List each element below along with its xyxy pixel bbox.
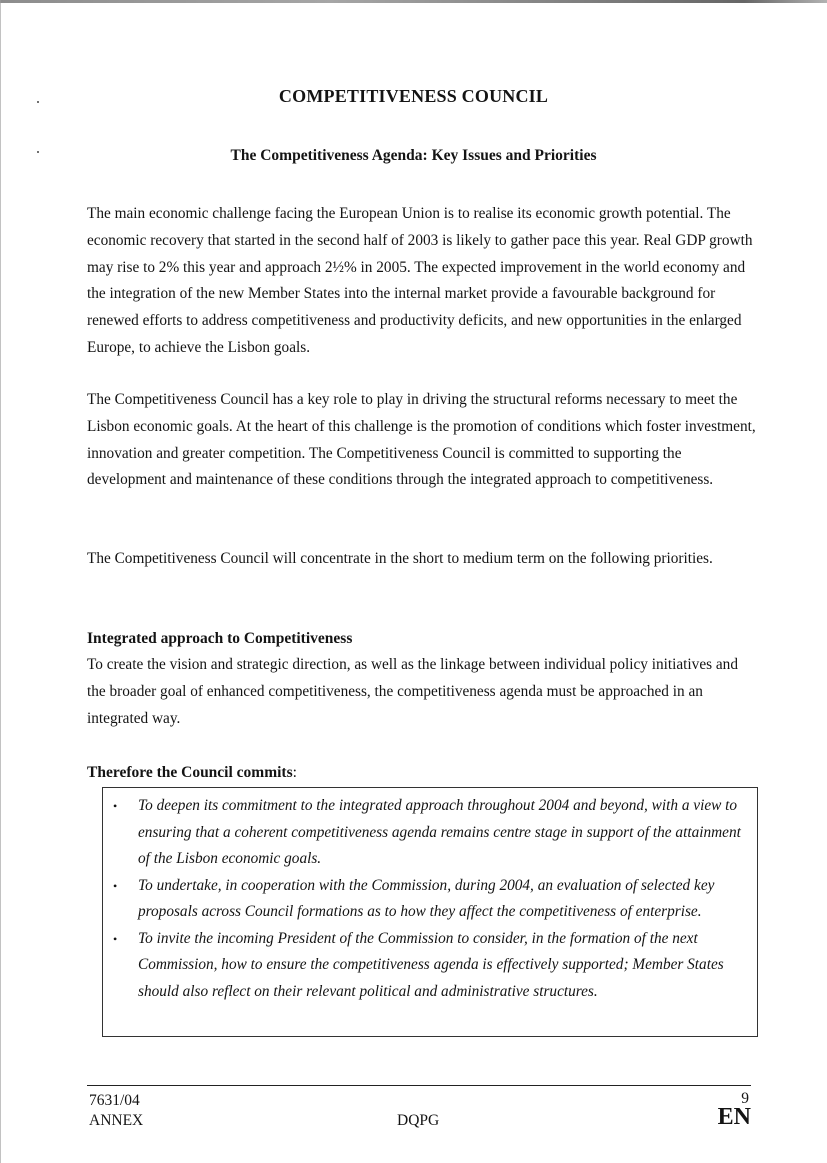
footer-dept: DQPG — [397, 1112, 440, 1129]
commitment-item — [103, 926, 757, 1006]
bullet-icon: • — [113, 799, 118, 813]
scan-top-edge — [0, 0, 827, 3]
bullet-icon: • — [113, 931, 118, 946]
commitment-text: To deepen its commitment to the integrated approach throughout 2004 and beyond, with a view to ensuring that a coherent competitiveness agenda remains centre stage in support of the attainment of the Lisbon economic goals. — [138, 797, 741, 867]
commitment-item — [103, 873, 757, 926]
bullet-icon: • — [113, 878, 118, 893]
footer-language-code: EN — [717, 1104, 751, 1130]
commitments-box — [102, 787, 758, 1037]
commitments-heading — [87, 764, 297, 782]
paragraph-council-role: The Competitiveness Council has a key role to play in driving the structural reforms necessary to meet the Lisbon economic goals. At the heart of this challenge is the promotion of conditions which foster investment, innovation and greater competition. The Competitiveness Council is committed to supporting the development and maintenance of these conditions through the integrated approach to competitiveness. — [87, 391, 756, 489]
commitment-text: To invite the incoming President of the Commission to consider, in the formation of the next Commission, how to ensure the competitiveness agenda is effectively supported; Member States should also reflect on their relevant political and administrative structures. — [138, 929, 724, 1000]
scan-left-edge — [0, 0, 1, 1163]
commitments-heading-text: Therefore the Council commits — [87, 764, 293, 781]
commitment-text: To undertake, in cooperation with the Commission, during 2004, an evaluation of selected key proposals across Council formations as to how they affect the competitiveness of enterprise. — [138, 876, 715, 920]
commitment-item — [103, 793, 757, 873]
paragraph-economic-challenge: The main economic challenge facing the European Union is to realise its economic growth potential. The economic recovery that started in the second half of 2003 is likely to gather pace this year. Real GDP growth may rise to 2% this year and approach 2½% in 2005. The expected improvement in the world economy and the integration of the new Member States into the internal market provide a favourable background for renewed efforts to address competitiveness and productivity deficits, and new opportunities in the enlarged Europe, to achieve the Lisbon goals. — [87, 205, 753, 356]
footer-page-number: 9 — [741, 1090, 749, 1107]
section-text: To create the vision and strategic direction, as well as the linkage between individual policy initiatives and the broader goal of enhanced competitiveness, the competitiveness agenda must be approached in an integrated way. — [87, 656, 738, 727]
section-heading: Integrated approach to Competitiveness — [87, 630, 353, 647]
page-subtitle: The Competitiveness Agenda: Key Issues and Priorities — [230, 147, 597, 164]
footer-annex: ANNEX — [89, 1112, 144, 1129]
paragraph-priorities: The Competitiveness Council will concentrate in the short to medium term on the following priorities. — [87, 550, 713, 567]
commitments-list — [103, 788, 757, 1005]
footer-divider — [87, 1085, 751, 1086]
commitments-heading-colon: : — [292, 764, 297, 781]
page-title: COMPETITIVENESS COUNCIL — [278, 86, 549, 106]
footer-doc-number: 7631/04 — [89, 1092, 140, 1109]
